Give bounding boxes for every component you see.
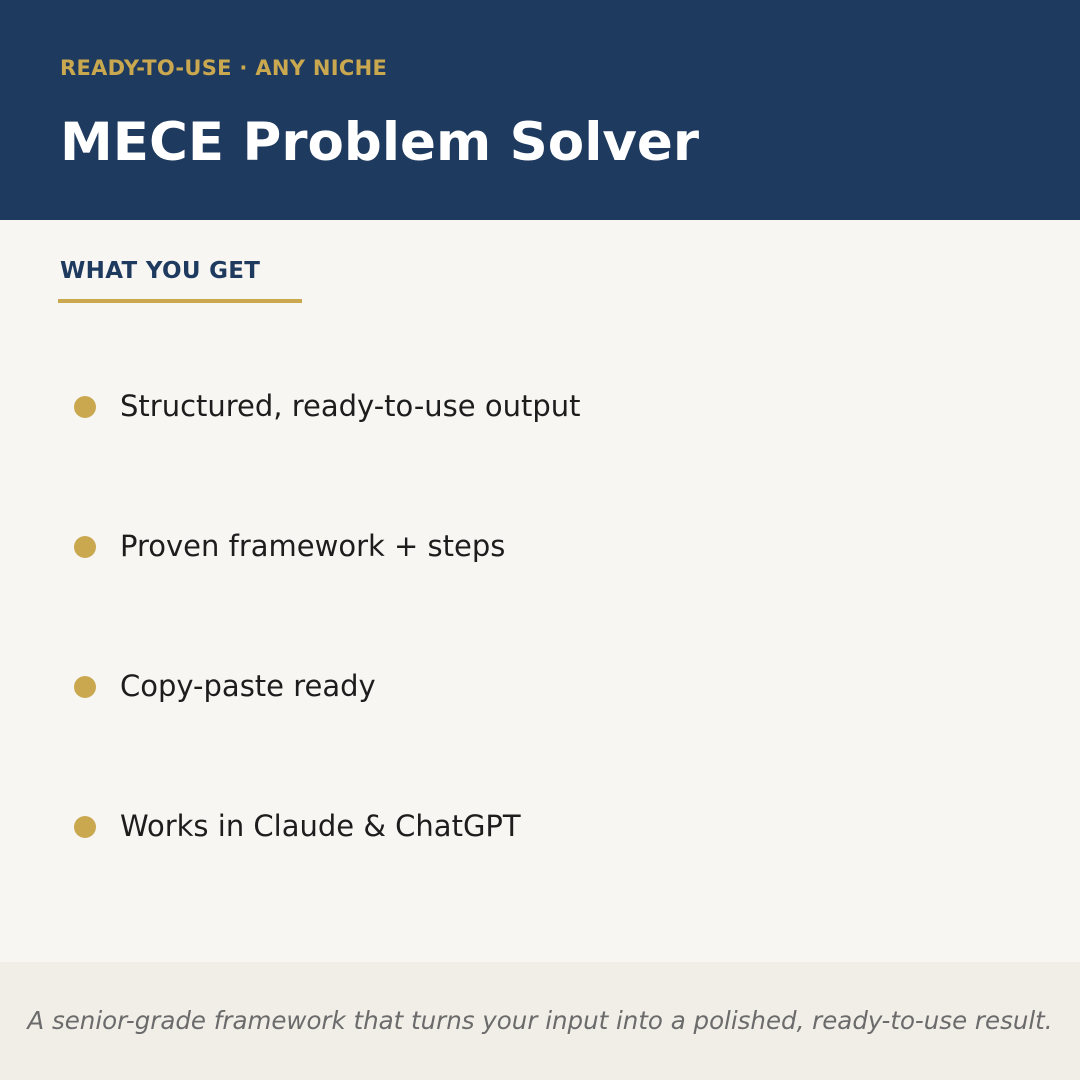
bullet-dot-icon (74, 536, 96, 558)
feature-text: Works in Claude & ChatGPT (120, 809, 521, 843)
feature-text: Copy-paste ready (120, 669, 376, 703)
bullet-dot-icon (74, 676, 96, 698)
section-heading: WHAT YOU GET (60, 258, 261, 284)
page-title: MECE Problem Solver (60, 112, 700, 173)
feature-text: Proven framework + steps (120, 529, 506, 563)
feature-item (60, 377, 960, 437)
feature-item (60, 517, 960, 577)
bullet-dot-icon (74, 816, 96, 838)
bullet-dot-icon (74, 396, 96, 418)
feature-text: Structured, ready-to-use output (120, 389, 581, 423)
feature-item (60, 657, 960, 717)
feature-item (60, 797, 960, 857)
footer-tagline: A senior-grade framework that turns your input into a polished, ready-to-use result. (27, 1006, 1053, 1035)
eyebrow-label: READY-TO-USE · ANY NICHE (60, 56, 388, 80)
footer-bar (0, 962, 1080, 1080)
